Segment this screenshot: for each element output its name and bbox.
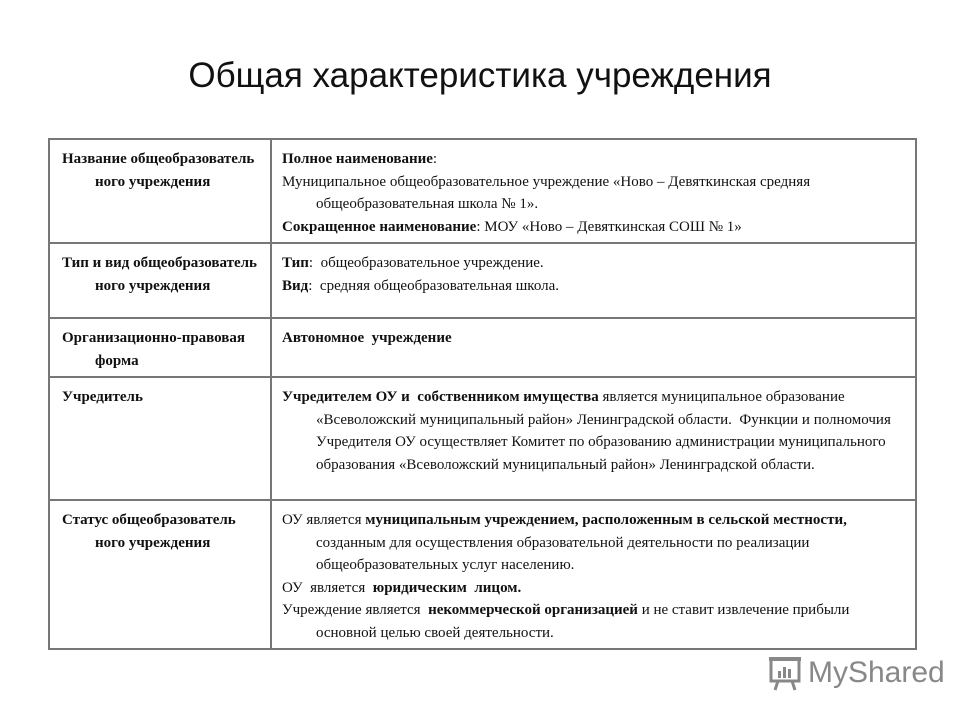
value-paragraph (272, 509, 907, 577)
bold-text: Сокращенное наименование (282, 218, 477, 235)
value-paragraph (272, 275, 907, 298)
watermark-logo (768, 655, 945, 691)
value-paragraph (272, 148, 907, 171)
row-label: Тип и вид общеобразователь ного учреждения (62, 255, 257, 294)
row-value-cell (271, 500, 916, 649)
row-value-cell (271, 243, 916, 318)
plain-text: Муниципальное общеобразовательное учреждение «Ново – Девяткинская средняя общеобразовательная школа № 1». (282, 173, 814, 212)
row-label-cell (49, 500, 271, 649)
bold-text: муниципальным учреждением, расположенным в сельской местности, (365, 512, 847, 528)
row-label-cell (49, 377, 271, 500)
bold-text: Тип (282, 255, 309, 271)
value-paragraph (272, 171, 907, 216)
bold-text: юридическим лицом. (372, 579, 522, 596)
plain-text: и не ставит извлечение прибыли основной целью своей деятельности. (316, 602, 854, 641)
bold-text: Автономное учреждение (282, 330, 452, 346)
bold-text: некоммерческой организацией (428, 602, 638, 618)
bold-text: Вид (282, 277, 309, 294)
plain-text: : средняя общеобразовательная школа. (308, 277, 560, 294)
value-paragraph (272, 386, 907, 476)
row-value-cell (271, 318, 916, 377)
value-paragraph (272, 599, 907, 644)
row-value-cell (271, 377, 916, 500)
plain-text: : (432, 151, 438, 167)
slide-title: Общая характеристика учреждения (188, 56, 772, 95)
table-row (49, 500, 916, 649)
plain-text: : общеобразовательное учреждение. (308, 255, 544, 271)
watermark-text: MyShared (808, 656, 945, 689)
value-paragraph (272, 327, 907, 350)
table-row (49, 377, 916, 500)
presentation-board-icon (768, 655, 802, 691)
row-value-cell (271, 139, 916, 243)
table-row (49, 318, 916, 377)
row-label: Организационно-правовая форма (62, 330, 246, 369)
plain-text: Учреждение является (282, 602, 429, 618)
value-paragraph (272, 577, 907, 600)
plain-text: : МОУ «Ново – Девяткинская СОШ № 1» (476, 218, 742, 235)
plain-text: созданным для осуществления образовательной деятельности по реализации общеобразовательных услуг населению. (316, 512, 851, 573)
bold-text: Учредителем ОУ и собственником имущества (282, 389, 599, 405)
plain-text: ОУ является (282, 579, 373, 596)
row-label-cell (49, 318, 271, 377)
plain-text: ОУ является (282, 512, 366, 528)
plain-text: является муниципальное образование «Всеволожский муниципальный район» Ленинградской области. Функции и полномочия Учредителя ОУ осуществляет Комитет по образованию администрации муниципального образования «Всеволожский муниципальный район» Ленинградской области. (316, 389, 895, 473)
row-label: Название общеобразователь ного учреждения (62, 151, 255, 190)
row-label-cell (49, 139, 271, 243)
row-label-cell (49, 243, 271, 318)
institution-table (48, 138, 917, 650)
row-label: Статус общеобразователь ного учреждения (62, 512, 236, 551)
table-row (49, 243, 916, 318)
value-paragraph (272, 252, 907, 275)
table-row (49, 139, 916, 243)
value-paragraph (272, 216, 907, 239)
bold-text: Полное наименование (282, 151, 433, 167)
row-label: Учредитель (62, 389, 143, 405)
